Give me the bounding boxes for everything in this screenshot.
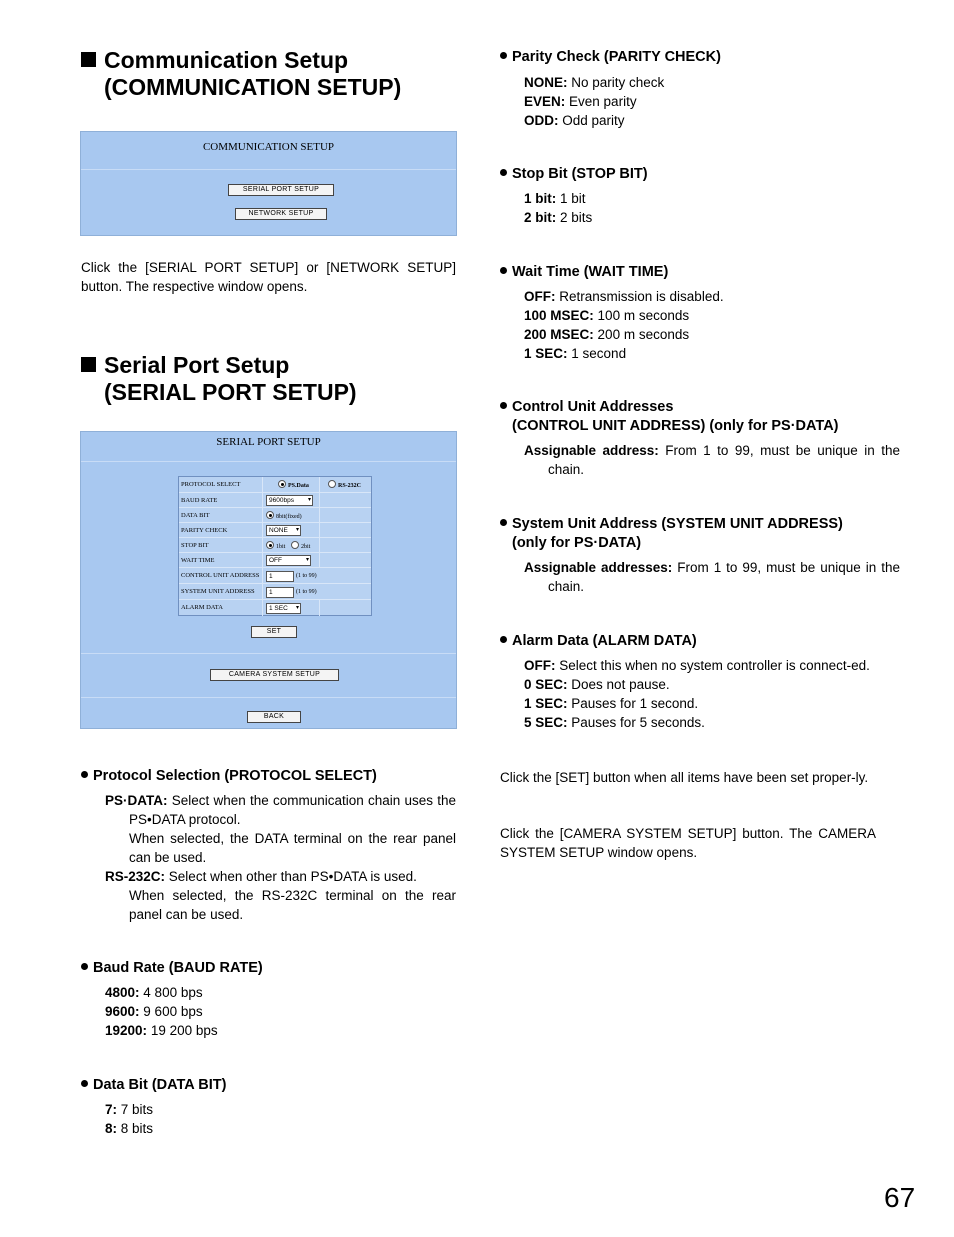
communication-setup-screenshot	[80, 131, 457, 236]
bullet-icon	[500, 169, 507, 176]
chevron-down-icon: ▾	[295, 605, 299, 611]
list-item: 4800: 4 800 bps	[105, 985, 203, 1000]
system-unit-address-heading: System Unit Address (SYSTEM UNIT ADDRESS) (only for PS·DATA)	[500, 515, 880, 553]
parity-check-select[interactable]: NONE ▾	[266, 525, 301, 536]
radio-unselected-icon	[328, 480, 336, 488]
list-item: 0 SEC: Does not pause.	[524, 677, 670, 692]
bullet-icon	[500, 519, 507, 526]
rs232c-item: RS-232C: Select when other than PS•DATA is used.	[105, 869, 417, 884]
list-item: 100 MSEC: 100 m seconds	[524, 308, 690, 323]
square-bullet-icon	[81, 52, 96, 67]
bullet-icon	[81, 771, 88, 778]
rs232c-radio[interactable]: RS-232C	[328, 480, 361, 489]
row-baud-rate: BAUD RATE 9600bps ▾	[179, 492, 371, 508]
set-button-instruction: Click the [SET] button when all items have been set proper-ly.	[500, 770, 869, 785]
panel-title: SERIAL PORT SETUP	[216, 436, 321, 448]
system-unit-address-input[interactable]: 1	[266, 587, 294, 598]
list-item: OFF: Retransmission is disabled.	[524, 289, 724, 304]
bullet-icon	[500, 267, 507, 274]
panel-title: COMMUNICATION SETUP	[202, 141, 335, 153]
row-stop-bit: STOP BIT 1bit 2bit	[179, 537, 371, 553]
alarm-data-heading: Alarm Data (ALARM DATA)	[500, 632, 697, 651]
baud-rate-list	[105, 983, 456, 1040]
rs232c-note: When selected, the RS-232C terminal on the rear panel can be used.	[129, 888, 456, 922]
wait-time-heading: Wait Time (WAIT TIME)	[500, 263, 668, 282]
settings-grid	[178, 476, 372, 616]
chevron-down-icon: ▾	[295, 527, 299, 533]
data-bit-radio[interactable]: 8bit(fixed)	[266, 511, 302, 520]
page-number: 67	[884, 1182, 916, 1213]
control-unit-address-heading: Control Unit Addresses (CONTROL UNIT ADDRESS) (only for PS·DATA)	[500, 398, 880, 436]
divider	[81, 169, 456, 170]
row-wait-time: WAIT TIME OFF ▾	[179, 552, 371, 568]
row-parity-check: PARITY CHECK NONE ▾	[179, 522, 371, 538]
list-item: 9600: 9 600 bps	[105, 1004, 203, 1019]
list-item: NONE: No parity check	[524, 75, 665, 90]
control-unit-address-input[interactable]: 1	[266, 571, 294, 582]
list-item: 1 bit: 1 bit	[524, 191, 586, 206]
data-bit-heading: Data Bit (DATA BIT)	[81, 1076, 226, 1095]
baud-rate-heading: Baud Rate (BAUD RATE)	[81, 959, 263, 978]
chevron-down-icon: ▾	[307, 497, 311, 503]
list-item: 1 SEC: 1 second	[524, 346, 627, 361]
list-item: 2 bit: 2 bits	[524, 210, 593, 225]
protocol-selection-heading: Protocol Selection (PROTOCOL SELECT)	[81, 767, 377, 786]
stop-bit-list	[524, 189, 876, 227]
radio-unselected-icon	[291, 541, 299, 549]
communication-setup-text: Click the [SERIAL PORT SETUP] or [NETWORK SETUP] button. The respective window opens.	[81, 260, 456, 294]
system-unit-address-description: Assignable addresses: From 1 to 99, must be unique in the chain.	[524, 560, 900, 594]
divider	[81, 461, 456, 462]
list-item: EVEN: Even parity	[524, 94, 637, 109]
radio-selected-icon	[266, 511, 274, 519]
back-button[interactable]: BACK	[247, 711, 301, 723]
alarm-data-select[interactable]: 1 SEC ▾	[266, 603, 301, 614]
protocol-selection-description	[105, 791, 456, 924]
list-item: ODD: Odd parity	[524, 113, 625, 128]
list-item: 5 SEC: Pauses for 5 seconds.	[524, 715, 705, 730]
serial-port-setup-heading: Serial Port Setup (SERIAL PORT SETUP)	[81, 352, 461, 406]
camera-setup-instruction: Click the [CAMERA SYSTEM SETUP] button. The CAMERA SYSTEM SETUP window opens.	[500, 826, 876, 860]
row-data-bit: DATA BIT 8bit(fixed)	[179, 507, 371, 523]
bullet-icon	[500, 402, 507, 409]
row-control-unit-address: CONTROL UNIT ADDRESS 1 (1 to 99)	[179, 567, 371, 584]
stop-bit-1-radio[interactable]: 1bit	[266, 541, 285, 550]
divider	[81, 697, 456, 698]
list-item: OFF: Select this when no system controller is connect-ed.	[524, 658, 870, 673]
parity-check-list	[524, 73, 876, 130]
bullet-icon	[81, 963, 88, 970]
row-system-unit-address: SYSTEM UNIT ADDRESS 1 (1 to 99)	[179, 583, 371, 600]
list-item: 200 MSEC: 200 m seconds	[524, 327, 690, 342]
stop-bit-heading: Stop Bit (STOP BIT)	[500, 165, 648, 184]
row-alarm-data: ALARM DATA 1 SEC ▾	[179, 599, 371, 616]
camera-system-setup-button[interactable]: CAMERA SYSTEM SETUP	[210, 669, 339, 681]
bullet-icon	[500, 636, 507, 643]
serial-port-setup-screenshot	[80, 431, 457, 729]
bullet-icon	[500, 52, 507, 59]
psdata-note: When selected, the DATA terminal on the rear panel can be used.	[129, 831, 456, 865]
list-item: 19200: 19 200 bps	[105, 1023, 218, 1038]
radio-selected-icon	[278, 480, 286, 488]
control-unit-address-description: Assignable address: From 1 to 99, must be unique in the chain.	[524, 443, 901, 477]
serial-port-setup-button[interactable]: SERIAL PORT SETUP	[228, 184, 334, 196]
divider	[81, 653, 456, 654]
list-item: 8: 8 bits	[105, 1121, 154, 1136]
data-bit-list	[105, 1100, 456, 1138]
chevron-down-icon: ▾	[305, 557, 309, 563]
stop-bit-2-radio[interactable]: 2bit	[291, 541, 310, 550]
communication-setup-heading: Communication Setup (COMMUNICATION SETUP)	[81, 47, 461, 101]
parity-check-heading: Parity Check (PARITY CHECK)	[500, 48, 721, 67]
square-bullet-icon	[81, 357, 96, 372]
radio-selected-icon	[266, 541, 274, 549]
list-item: 1 SEC: Pauses for 1 second.	[524, 696, 699, 711]
bullet-icon	[81, 1080, 88, 1087]
set-button[interactable]: SET	[251, 626, 297, 638]
alarm-data-list	[524, 656, 876, 732]
row-protocol-select: PROTOCOL SELECT PS.Data RS-232C	[179, 477, 371, 492]
psdata-item: PS·DATA: Select when the communication chain uses the PS•DATA protocol.	[105, 793, 456, 827]
ps-data-radio[interactable]: PS.Data	[278, 480, 309, 489]
wait-time-list	[524, 287, 876, 363]
network-setup-button[interactable]: NETWORK SETUP	[235, 208, 327, 220]
baud-rate-select[interactable]: 9600bps ▾	[266, 495, 313, 506]
wait-time-select[interactable]: OFF ▾	[266, 555, 311, 566]
list-item: 7: 7 bits	[105, 1102, 154, 1117]
